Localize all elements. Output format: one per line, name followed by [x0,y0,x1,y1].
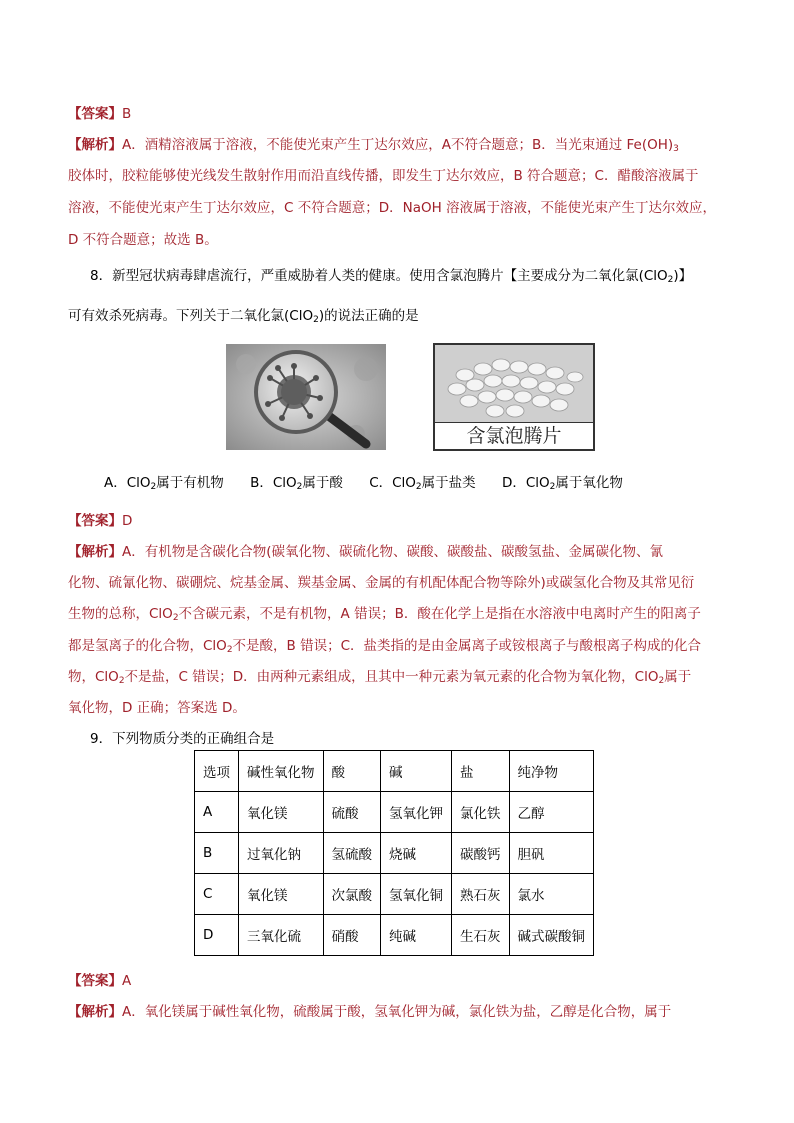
explanation-tag: 【解析】 [68,544,122,560]
table-header-cell: 碱性氧化物 [239,751,324,792]
explanation-line [68,602,701,623]
explanation-text: A．有机物是含碳化合物(碳氧化物、碳硫化物、碳酸、碳酸盐、碳酸氢盐、金属碳化物、氰 [122,544,664,560]
option-text: 属于有机物 [156,475,224,491]
table-cell: 氯水 [509,874,594,915]
table-header-cell: 选项 [195,751,239,792]
classification-table [194,750,594,956]
subscript: 2 [172,613,179,623]
table-cell: 氢氧化钾 [381,792,452,833]
subscript: 2 [150,482,157,492]
option-label: D．ClO [501,475,550,491]
table-cell: 烧碱 [381,833,452,874]
option-d[interactable] [502,471,623,492]
table-cell: A [195,792,239,833]
explanation-line: 溶液，不能使光束产生丁达尔效应，C 不符合题意；D．NaOH 溶液属于溶液，不能使光束产生丁达尔效应， [68,200,717,216]
explanation-text: A．氧化镁属于碱性氧化物，硫酸属于酸，氢氧化钾为碱，氯化铁为盐，乙醇是化合物，属于 [122,1004,672,1020]
explanation-text: 不含碳元素，不是有机物，A 错误；B．酸在化学上是指在水溶液中电离时产生的阳离子 [178,606,701,622]
answer-line [68,102,131,122]
table-row [195,792,594,833]
table-cell: C [195,874,239,915]
table-cell: 乙醇 [509,792,594,833]
table-row [195,874,594,915]
answer-value: D [122,513,133,529]
question-8-line2 [68,304,419,325]
table-cell: 硫酸 [323,792,381,833]
explanation-line [68,634,701,655]
table-header-cell: 酸 [323,751,381,792]
table-cell: 氧化镁 [239,874,324,915]
table-cell: 氧化镁 [239,792,324,833]
answer-tag: 【答案】 [68,106,122,122]
table-row [195,833,594,874]
subscript: 2 [226,645,233,655]
answer-tag: 【答案】 [68,973,122,989]
explanation-line: 胶体时，胶粒能够使光线发生散射作用而沿直线传播，即发生丁达尔效应，B 符合题意；C．醋酸溶液属于 [68,168,699,184]
subscript: 2 [118,676,125,686]
table-cell: 氢硫酸 [323,833,381,874]
answer-value: B [122,106,132,122]
table-cell: 碳酸钙 [452,833,510,874]
subscript: 2 [667,275,674,285]
option-text: 属于盐类 [421,475,476,491]
answer-value: A [122,973,132,989]
question-text: 可有效杀死病毒。下列关于二氧化氯(ClO [68,308,314,324]
subscript: 2 [549,482,556,492]
subscript: 2 [313,315,319,325]
subscript: 2 [415,482,422,492]
explanation-line [68,1000,671,1020]
question-text: )的说法正确的是 [318,308,419,324]
table-cell: D [195,915,239,956]
explanation-text: 属于 [664,669,692,685]
option-c[interactable] [369,471,475,492]
subscript: 3 [673,144,679,154]
table-cell: 熟石灰 [452,874,510,915]
option-label: C．ClO [369,475,416,491]
table-cell: 氢氧化铜 [381,874,452,915]
explanation-tag: 【解析】 [68,137,122,153]
subscript: 2 [658,676,665,686]
explanation-line [68,540,663,560]
option-a[interactable] [104,471,224,492]
option-b[interactable] [250,471,343,492]
table-cell: B [195,833,239,874]
table-cell: 氯化铁 [452,792,510,833]
tablets-caption: 含氯泡腾片 [435,422,593,449]
explanation-line: 氧化物，D 正确；答案选 D。 [68,700,246,716]
table-cell: 硝酸 [323,915,381,956]
table-header-cell: 碱 [381,751,452,792]
table-cell: 生石灰 [452,915,510,956]
table-cell: 纯碱 [381,915,452,956]
table-header-cell: 纯净物 [509,751,594,792]
tablets-picture [435,345,593,423]
explanation-text: 不是盐，C 错误；D．由两种元素组成，且其中一种元素为氧元素的化合物为氧化物，ClO [124,669,659,685]
virus-magnifier-image [226,344,386,450]
question-8-line1 [90,264,692,285]
table-cell: 胆矾 [509,833,594,874]
explanation-line: 化物、硫氰化物、碳硼烷、烷基金属、羰基金属、金属的有机配体配合物等除外)或碳氢化合物及其常见衍 [68,575,695,591]
answer-line [68,509,132,529]
explanation-tag: 【解析】 [68,1004,122,1020]
option-label: B．ClO [250,475,297,491]
answer-tag: 【答案】 [68,513,122,529]
explanation-text: A．酒精溶液属于溶液，不能使光束产生丁达尔效应，A不符合题意；B．当光束通过 Fe(OH) [122,137,674,153]
table-cell: 碱式碳酸铜 [509,915,594,956]
table-header-cell: 盐 [452,751,510,792]
table-row [195,915,594,956]
subscript: 2 [296,482,303,492]
question-text: 8．新型冠状病毒肆虐流行，严重威胁着人类的健康。使用含氯泡腾片【主要成分为二氧化氯(ClO [90,268,668,284]
tablets-image [433,343,595,451]
explanation-line [68,133,679,154]
explanation-text: 不是酸，B 错误；C．盐类指的是由金属离子或铵根离子与酸根离子构成的化合 [232,638,702,654]
option-label: A．ClO [104,475,151,491]
explanation-text: 都是氢离子的化合物，ClO [68,638,227,654]
option-text: 属于酸 [302,475,343,491]
question-8-options [104,471,645,492]
explanation-text: 物，ClO [68,669,119,685]
question-9-title: 9．下列物质分类的正确组合是 [90,731,275,747]
table-header-row [195,751,594,792]
table-cell: 次氯酸 [323,874,381,915]
option-text: 属于氧化物 [555,475,623,491]
answer-line [68,969,131,989]
explanation-line [68,665,691,686]
table-cell: 三氧化硫 [239,915,324,956]
explanation-line: D 不符合题意；故选 B。 [68,232,218,248]
question-text: )】 [673,268,693,284]
table-cell: 过氧化钠 [239,833,324,874]
explanation-text: 生物的总称，ClO [68,606,173,622]
